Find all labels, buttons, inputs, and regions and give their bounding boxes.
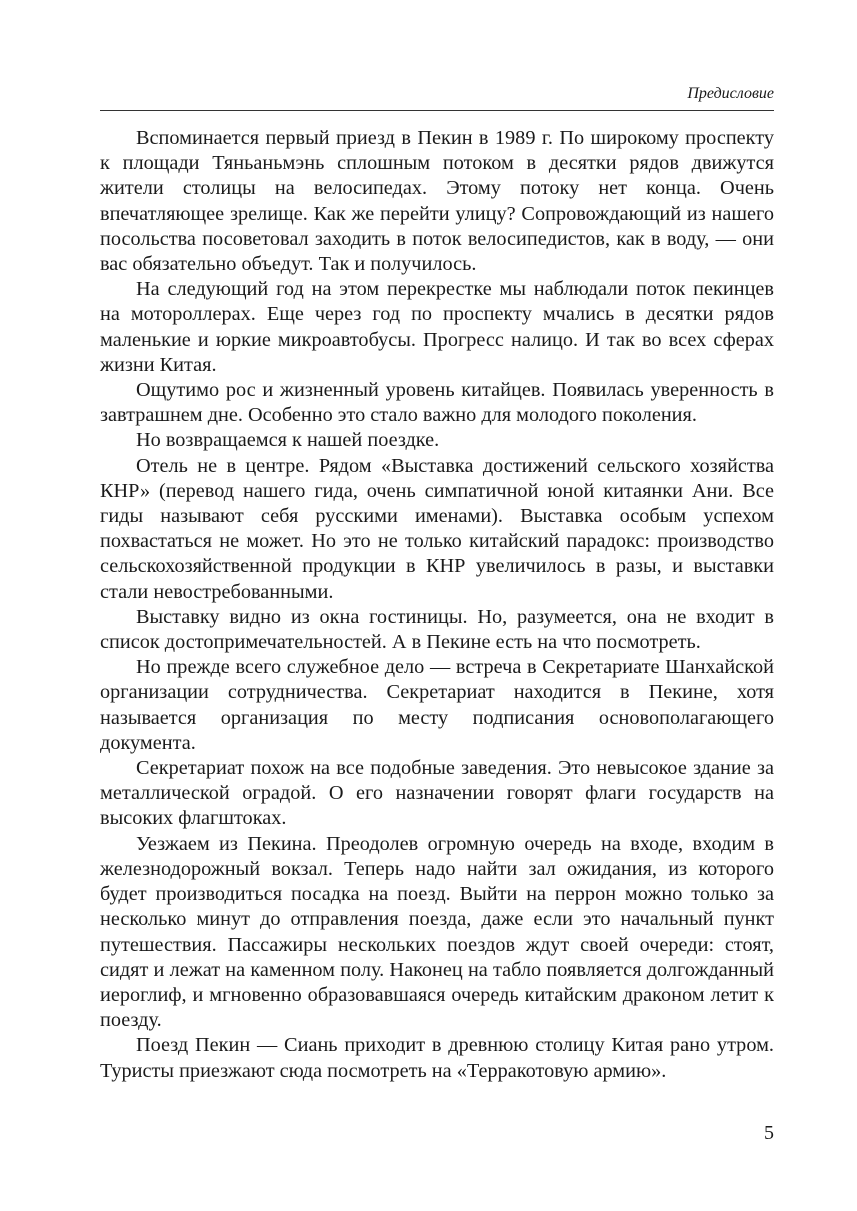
paragraph: Уезжаем из Пекина. Преодолев огромную очередь на входе, входим в железнодорожный вокзал. Теперь надо найти зал ожидания, из которого будет производиться посадка на поезд. Выйти на перрон можно только за несколько минут до отправления поезда, даже если это начальный пункт путешествия. Пассажиры нескольких поездов ждут своей очереди: стоят, сидят и лежат на каменном полу. Наконец на табло появляется долгожданный иероглиф, и мгновенно образовавшаяся очередь китайским драконом летит к поезду. <box>100 832 774 1032</box>
page-number: 5 <box>764 1122 774 1144</box>
paragraph: Секретариат похож на все подобные заведения. Это невысокое здание за металлической оградой. О его назначении говорят флаги государств на высоких флагштоках. <box>100 757 774 830</box>
paragraph: Поезд Пекин — Сиань приходит в древнюю столицу Китая рано утром. Туристы приезжают сюда посмотреть на «Терракотовую армию». <box>100 1034 774 1082</box>
paragraph: На следующий год на этом перекрестке мы наблюдали поток пекинцев на мотороллерах. Еще через год по проспекту мчались в десятки рядов маленькие и юркие микроавтобусы. Прогресс налицо. И так во всех сферах жизни Китая. <box>100 278 774 376</box>
paragraph: Отель не в центре. Рядом «Выставка достижений сельского хозяйства КНР» (перевод нашего гида, очень симпатичной юной китаянки Ани. Все гиды называют себя русскими именами). Выставка особым успехом похвастаться не может. Но это не только китайский парадокс: производство сельскохозяйственной продукции в КНР увеличилось в разы, и выставки стали невостребованными. <box>100 454 774 603</box>
running-head: Предисловие <box>687 85 774 102</box>
paragraph: Но прежде всего служебное дело — встреча в Секретариате Шанхайской организации сотрудничества. Секретариат находится в Пекине, хотя называется организация по месту подписания основополагающего документа. <box>100 656 774 754</box>
body-text <box>100 126 774 1084</box>
paragraph: Ощутимо рос и жизненный уровень китайцев. Появилась уверенность в завтрашнем дне. Особенно это стало важно для молодого поколения. <box>100 379 774 427</box>
paragraph: Но возвращаемся к нашей поездке. <box>136 429 440 452</box>
header-rule <box>100 110 774 111</box>
paragraph: Выставку видно из окна гостиницы. Но, разумеется, она не входит в список достопримечательностей. А в Пекине есть на что посмотреть. <box>100 605 774 654</box>
paragraph: Вспоминается первый приезд в Пекин в 1989 г. По широкому проспекту к площади Тяньаньмэнь сплошным потоком в десятки рядов движутся жители столицы на велосипедах. Этому потоку нет конца. Очень впечатляющее зрелище. Как же перейти улицу? Сопровождающий из нашего посольства посоветовал заходить в поток велосипедистов, как в воду, — они вас обязательно объедут. Так и получилось. <box>100 127 774 276</box>
book-page <box>100 0 774 1211</box>
